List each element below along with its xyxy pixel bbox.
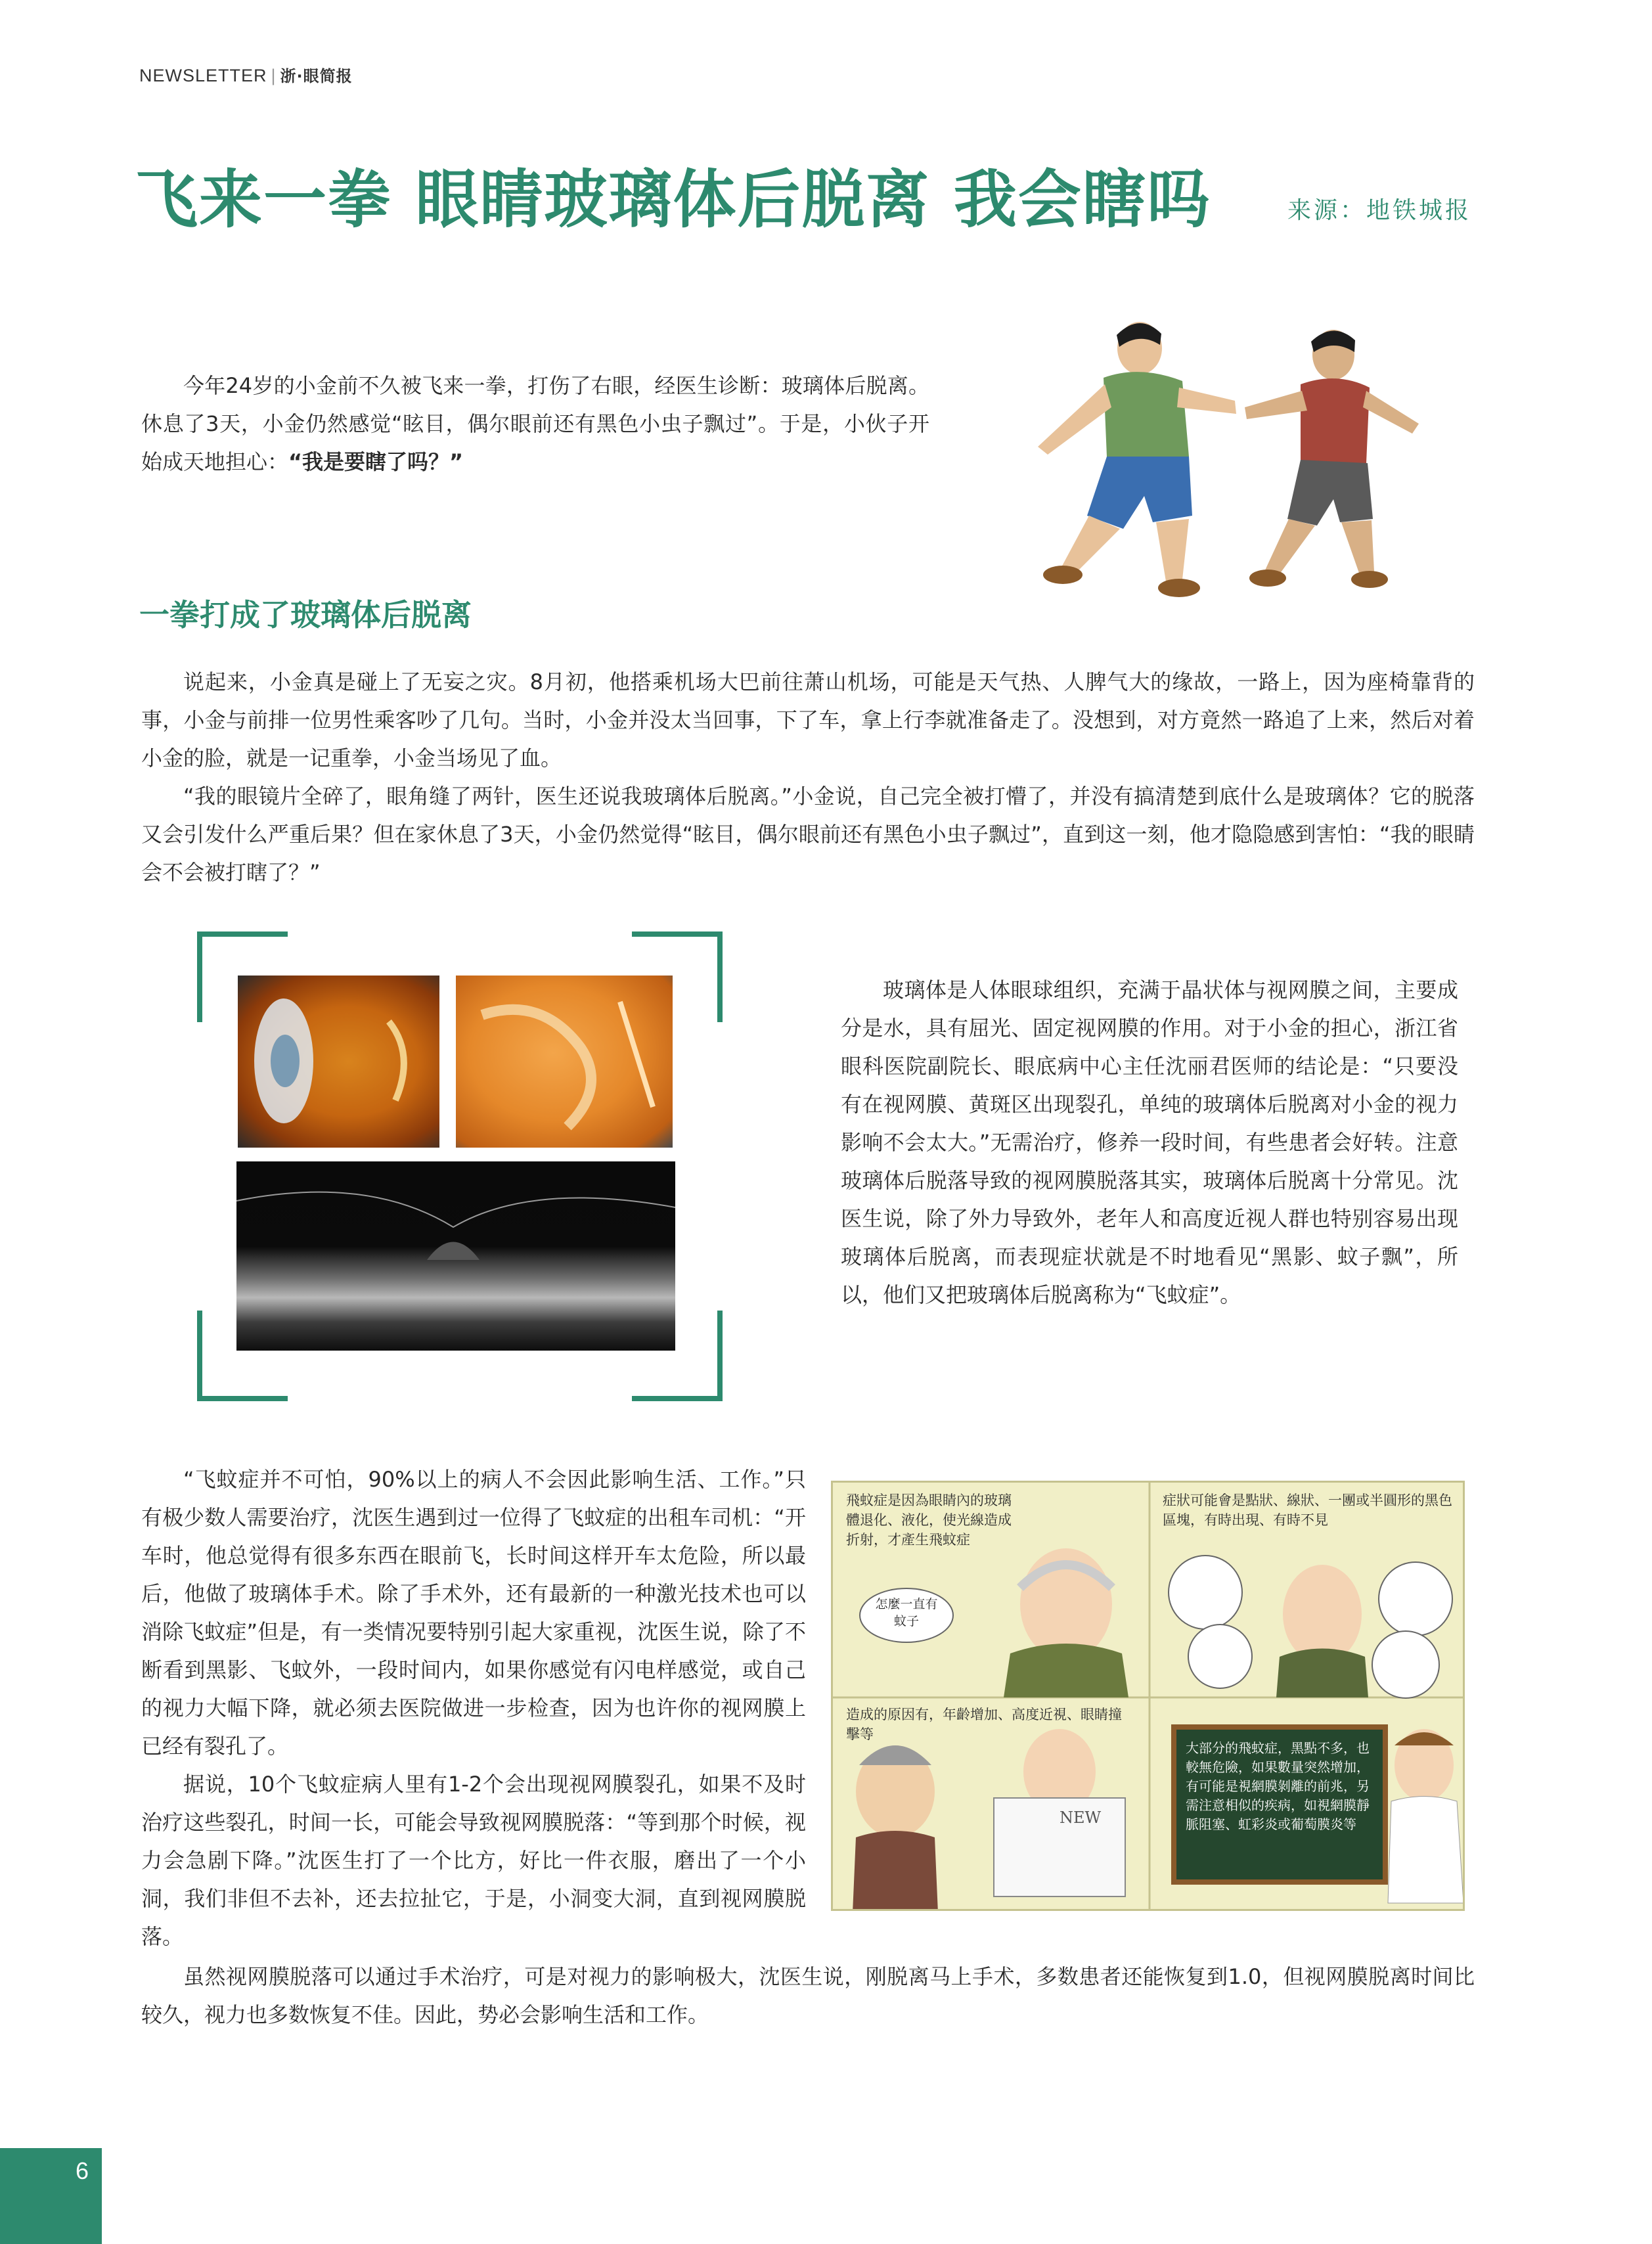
body-block-top (141, 663, 1475, 891)
floater-bubble-2 (1188, 1624, 1253, 1689)
section-heading: 一拳打成了玻璃体后脱离 (139, 597, 472, 633)
body-paragraph-6: 虽然视网膜脱落可以通过手术治疗，可是对视力的影响极大，沈医生说，刚脱离马上手术，多数患者还能恢复到1.0，但视网膜脱离时间比较久，视力也多数恢复不佳。因此，势必会影响生活和工作。 (141, 1964, 1475, 2027)
floater-bubble-3 (1378, 1561, 1453, 1636)
comic-panel4-board-text: 大部分的飛蚊症，黑點不多，也較無危險，如果數量突然增加，有可能是視網膜剝離的前兆，另需注意相似的疾病，如視網膜靜脈阻塞、虹彩炎或葡萄膜炎等 (1186, 1740, 1370, 1832)
body-paragraph-1: 说起来，小金真是碰上了无妄之灾。8月初，他搭乘机场大巴前往萧山机场，可能是天气热、人脾气大的缘故，一路上，因为座椅靠背的事，小金与前排一位男性乘客吵了几句。当时，小金并没太当回事，下了车，拿上行李就准备走了。没想到，对方竟然一路追了上来，然后对着小金的脸，就是一记重拳，小金当场见了血。 (141, 669, 1475, 771)
comic-panel1-speech: 怎麼一直有蚊子 (875, 1597, 938, 1628)
victim-figure (1038, 322, 1236, 597)
article-source: 来源：地铁城报 (1287, 197, 1472, 224)
retina-detail-image (456, 976, 673, 1148)
floater-bubble-4 (1372, 1630, 1440, 1699)
body-paragraph-4: “飞蚊症并不可怕，90%以上的病人不会因此影响生活、工作。”只有极少数人需要治疗，沈医生遇到过一位得了飞蚊症的出租车司机：“开车时，他总觉得有很多东西在眼前飞，长时间这样开车太危险，所以最后，他做了玻璃体手术。除了手术外，还有最新的一种激光技术也可以消除飞蚊症”但是，有一类情况要特别引起大家重视，沈医生说，除了不断看到黑影、飞蚊外，一段时间内，如果你感觉有闪电样感觉，或自己的视力大幅下降，就必须去医院做进一步检查，因为也许你的视网膜上已经有裂孔了。 (141, 1467, 806, 1759)
newsletter-label: NEWSLETTER (139, 66, 267, 85)
fight-illustration (992, 309, 1465, 617)
body-block-left (141, 1460, 806, 1956)
intro-paragraph (141, 367, 929, 481)
comic-panel1-caption: 飛蚊症是因為眼睛內的玻璃體退化、液化，使光線造成折射，才產生飛蚊症 (846, 1492, 1012, 1548)
article-title: 飞来一拳 眼睛玻璃体后脱离 我会瞎吗 (135, 163, 1211, 236)
newsletter-masthead (139, 63, 353, 86)
comic-chalkboard (1171, 1724, 1388, 1885)
newsletter-chinese-label: 浙·眼简报 (280, 67, 353, 85)
floater-bubble-1 (1168, 1555, 1243, 1630)
intro-quote: “我是要瞎了吗？” (288, 449, 464, 474)
body-paragraph-5: 据说，10个飞蚊症病人里有1-2个会出现视网膜裂孔，如果不及时治疗这些裂孔，时间一长，可能会导致视网膜脱落：“等到那个时候，视力会急剧下降。”沈医生打了一个比方，好比一件衣服，磨出了一个小洞，我们非但不去补，还去拉扯它，于是，小洞变大洞，直到视网膜脱落。 (141, 1772, 806, 1949)
body-paragraph-2: “我的眼镜片全碎了，眼角缝了两针，医生还说我玻璃体后脱离。”小金说，自己完全被打懵了，并没有搞清楚到底什么是玻璃体？它的脱落又会引发什么严重后果？但在家休息了3天，小金仍然觉得“眩目，偶尔眼前还有黑色小虫子飘过”，直到这一刻，他才隐隐感到害怕：“我的眼睛会不会被打瞎了？” (141, 784, 1475, 885)
floaters-comic (831, 1481, 1465, 1911)
comic-panel3-caption: 造成的原因有，年齡增加、高度近視、眼睛撞擊等 (846, 1707, 1122, 1742)
eye-cross-section-image (238, 976, 439, 1148)
intro-text: 今年24岁的小金前不久被飞来一拳，打伤了右眼，经医生诊断：玻璃体后脱离。休息了3天，小金仍然感觉“眩目，偶尔眼前还有黑色小虫子飘过”。于是，小伙子开始成天地担心： (141, 373, 929, 474)
body-block-bottom (141, 1958, 1475, 2034)
comic-panel2-caption: 症狀可能會是點狀、線狀、一團或半圓形的黑色區塊，有時出現、有時不見 (1163, 1492, 1452, 1528)
page-number: 6 (76, 2157, 89, 2184)
masthead-separator: | (271, 66, 277, 85)
body-paragraph-3: 玻璃体是人体眼球组织，充满于晶状体与视网膜之间，主要成分是水，具有屈光、固定视网膜的作用。对于小金的担心，浙江省眼科医院副院长、眼底病中心主任沈丽君医师的结论是：“只要没有在视网膜、黄斑区出现裂孔，单纯的玻璃体后脱离对小金的视力影响不会太大。”无需治疗，修养一段时间，有些患者会好转。注意玻璃体后脱落导致的视网膜脱落其实，玻璃体后脱离十分常见。沈医生说，除了外力导致外，老年人和高度近视人群也特别容易出现玻璃体后脱离，而表现症状就是不时地看见“黑影、蚊子飘”，所以，他们又把玻璃体后脱离称为“飞蚊症”。 (841, 977, 1458, 1307)
comic-newspaper-label: NEW (1060, 1808, 1102, 1827)
body-block-right (841, 971, 1458, 1314)
oct-scan-image (236, 1161, 675, 1351)
attacker-figure (1245, 330, 1419, 588)
